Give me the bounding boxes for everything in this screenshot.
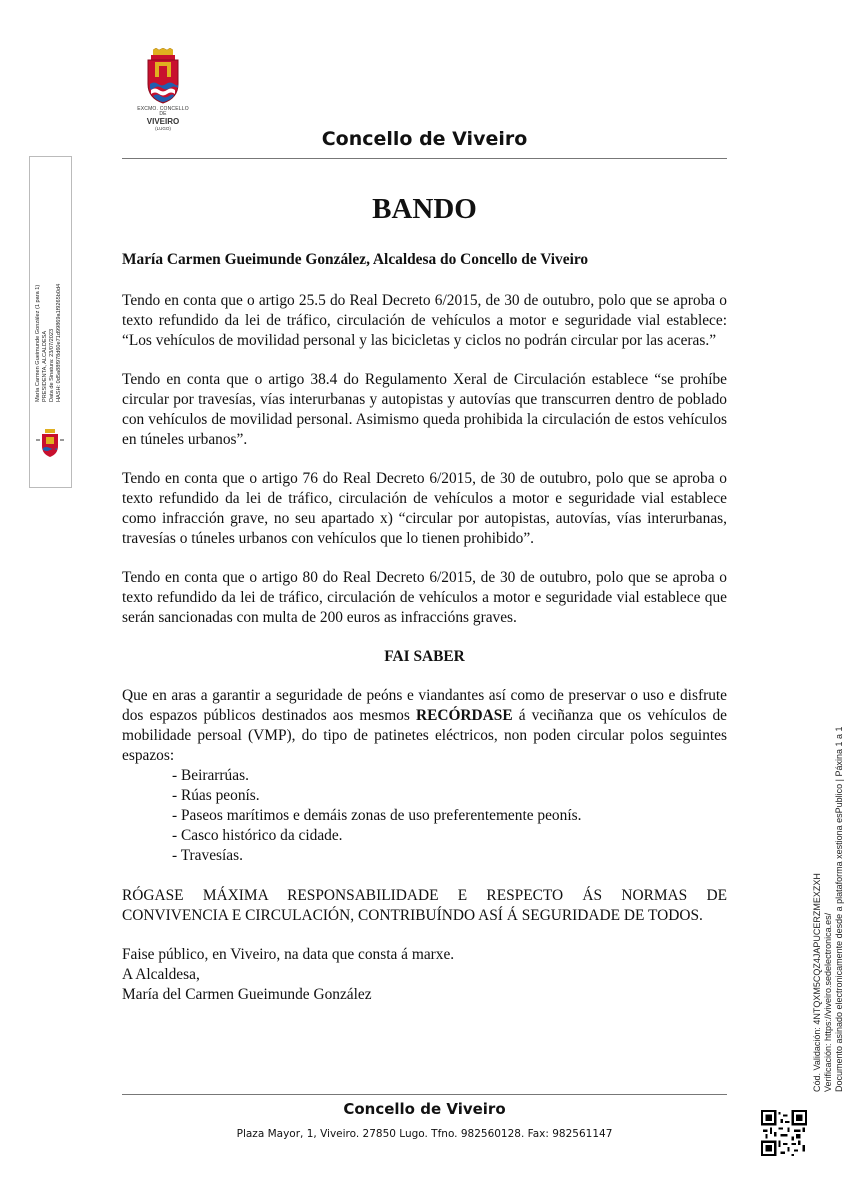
footer-name: Concello de Viveiro [343, 1100, 506, 1118]
signature-stamp-text [35, 192, 63, 402]
list-item: - Rúas peonís. [172, 787, 260, 804]
coat-of-arms-icon [145, 48, 181, 104]
header-divider [122, 158, 727, 159]
notice-paragraph [122, 686, 727, 766]
logo-line-1: EXCMO. CONCELLO DE [137, 106, 189, 117]
fai-saber-heading: FAI SABER [384, 648, 465, 665]
notice-text-after: á veciñanza que os vehículos de mobilidade persoal (VMP), do tipo de patinetes eléctricos, non poden circular polos seguintes espazos: [122, 707, 728, 764]
signature-line: HASH: 0d5a88f978d60e71d99869a1f9265b0d4 [56, 283, 62, 402]
municipal-logo [133, 48, 193, 132]
header-title: Concello de Viveiro [321, 128, 528, 150]
list-item: - Casco histórico da cidade. [172, 827, 343, 844]
paragraph: Tendo en conta que o artigo 80 do Real Decreto 6/2015, de 30 de outubro, polo que se aproba o texto refundido da lei de tráfico, circulación de vehículos a motor e seguridade vial establece que serán sancionadas con multa de 200 euros as infraccións graves. [122, 569, 727, 626]
logo-line-2: VIVEIRO [146, 117, 180, 126]
signoff-line: A Alcaldesa, [122, 966, 200, 983]
restricted-spaces-list [122, 766, 727, 866]
signature-line: María Carmen Gueimunde González (1 para 1) [35, 284, 41, 402]
signature-line: PRESIDENTA, ALCALDESA [42, 330, 48, 402]
notice-emphasis: RECÓRDASE [415, 707, 513, 724]
closing-statement: RÓGASE MÁXIMA RESPONSABILIDADE E RESPECTO ÁS NORMAS DE CONVIVENCIA E CIRCULACIÓN, CONTRIBUÍNDO ASÍ Á SEGURIDADE DE TODOS. [122, 887, 727, 924]
notice-text-before: Que en aras a garantir a seguridade de peóns e viandantes así como de preservar o uso e disfrute dos espazos públicos destinados aos mesmos [122, 687, 727, 724]
validation-line: Verificación: https://viveiro.sedelectronica.es/ [823, 912, 833, 1092]
logo-line-3: (LUGO) [155, 126, 171, 131]
list-item: - Beirarrúas. [172, 767, 249, 784]
document-body [122, 250, 727, 1005]
signature-crest-icon [36, 428, 64, 458]
signoff-line: María del Carmen Gueimunde González [122, 986, 372, 1003]
signoff-line: Faise público, en Viveiro, na data que consta á marxe. [122, 946, 455, 963]
validation-line: Documento asinado electronicamente desde a plataforma xestiona esPublico | Páxina 1 a 1 [834, 726, 844, 1092]
footer-divider [122, 1094, 727, 1095]
paragraph: Tendo en conta que o artigo 76 do Real Decreto 6/2015, de 30 de outubro, polo que se aproba o texto refundido da lei de tráfico, circulación de vehículos a motor e seguridade vial establece como infracción grave, no seu apartado x) “circular por autopistas, autovías, vías interurbanas, travesías o túneles urbanos con vehículos que lo tienen prohibido”. [122, 470, 727, 547]
author-line: María Carmen Gueimunde González, Alcaldesa do Concello de Viveiro [122, 251, 589, 268]
qr-code-icon[interactable] [761, 1110, 807, 1156]
paragraph: Tendo en conta que o artigo 25.5 do Real Decreto 6/2015, de 30 de outubro, polo que se aproba o texto refundido da lei de tráfico, circulación de vehículos a motor e seguridade vial establece: “Los vehículos de movilidad personal y las bicicletas y ciclos no podrán circular por las aceras.” [122, 292, 727, 349]
signature-line: Data de Sinatura: 23/07/2023 [49, 328, 55, 402]
paragraph: Tendo en conta que o artigo 38.4 do Regulamento Xeral de Circulación establece “se prohíbe circular por travesías, vías interurbanas y autopistas y autovías que transcurren dentro de poblado con vehículos de movilidad personal. Asimismo queda prohibida la circulación de estos vehículos en túneles urbanos”. [122, 371, 727, 448]
document-title: BANDO [372, 193, 477, 225]
validation-line: Cód. Validación: 4NTQXM5CQZ4JAPUCERZMEXZXH [812, 873, 822, 1092]
footer-address: Plaza Mayor, 1, Viveiro. 27850 Lugo. Tfno. 982560128. Fax: 982561147 [236, 1128, 613, 1140]
list-item: - Paseos marítimos e demáis zonas de uso preferentemente peonís. [172, 807, 582, 824]
list-item: - Travesías. [172, 847, 243, 864]
validation-text [812, 726, 845, 1092]
